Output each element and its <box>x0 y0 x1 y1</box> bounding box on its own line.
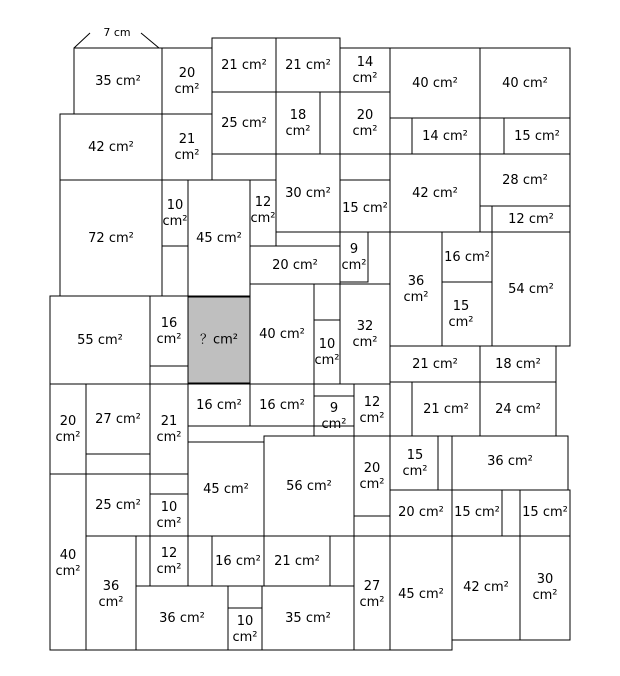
top-dimension-label: 7 cm <box>103 26 131 39</box>
area-label-line: 27 <box>363 578 381 594</box>
area-label-line: 10 <box>236 613 254 629</box>
area-label-r54 <box>454 505 500 520</box>
area-label-line: 10 <box>160 499 178 515</box>
area-label-line: cm² <box>156 515 182 531</box>
area-label-r15 <box>88 231 134 246</box>
area-label-line: 36 <box>407 273 425 289</box>
area-label-line: 15 <box>406 447 424 463</box>
area-label-r01 <box>95 74 141 89</box>
area-label-line: 40 cm² <box>502 75 548 91</box>
area-label-line: 42 cm² <box>463 579 509 595</box>
area-label-line: 36 cm² <box>159 610 205 626</box>
area-label-r44 <box>423 402 469 417</box>
area-label-line: 21 cm² <box>221 57 267 73</box>
area-label-line: 20 <box>363 460 381 476</box>
area-label-line: 42 cm² <box>412 185 458 201</box>
area-label-line: 21 cm² <box>423 401 469 417</box>
area-label-line: cm² <box>156 561 182 577</box>
area-label-line: 30 cm² <box>285 185 331 201</box>
area-label-line: 56 cm² <box>286 478 332 494</box>
area-label-r59 <box>274 554 320 569</box>
area-label-line: 21 cm² <box>285 57 331 73</box>
area-label-line: 24 cm² <box>495 401 541 417</box>
area-label-r63 <box>463 580 509 595</box>
area-label-line: 72 cm² <box>88 230 134 246</box>
area-label-line: 45 cm² <box>398 586 444 602</box>
area-label-r58 <box>215 554 261 569</box>
area-label-r22 <box>502 173 548 188</box>
area-label-r67 <box>285 611 331 626</box>
area-label-line: cm² <box>156 429 182 445</box>
area-label-line: cm² <box>402 463 428 479</box>
area-label-line: cm² <box>403 289 429 305</box>
area-label-line: 36 cm² <box>487 453 533 469</box>
area-label-line: 42 cm² <box>88 139 134 155</box>
area-label-r19 <box>285 186 331 201</box>
area-label-line: 18 cm² <box>495 356 541 372</box>
area-label-r36 <box>495 357 541 372</box>
area-label-line: 55 cm² <box>77 332 123 348</box>
area-label-r62 <box>398 587 444 602</box>
area-label-line: 35 cm² <box>285 610 331 626</box>
area-label-line: 20 cm² <box>272 257 318 273</box>
area-label-r24 <box>272 258 318 273</box>
area-label-r03 <box>221 58 267 73</box>
area-label-line: cm² <box>341 257 367 273</box>
question-label: ？cm² <box>199 332 239 348</box>
area-label-line: 10 <box>318 336 336 352</box>
area-label-line: cm² <box>359 476 385 492</box>
area-label-line: cm² <box>174 81 200 97</box>
area-label-line: cm² <box>55 563 81 579</box>
area-label-r55 <box>522 505 568 520</box>
area-label-line: cm² <box>352 123 378 139</box>
area-label-line: cm² <box>359 410 385 426</box>
area-label-r65 <box>159 611 205 626</box>
area-label-line: 20 cm² <box>398 504 444 520</box>
area-label-r07 <box>502 76 548 91</box>
area-label-line: 9 <box>329 400 339 416</box>
area-label-line: 25 cm² <box>221 115 267 131</box>
area-label-r53 <box>398 505 444 520</box>
area-label-line: 54 cm² <box>508 281 554 297</box>
area-label-line: 45 cm² <box>203 481 249 497</box>
area-label-r38 <box>95 412 141 427</box>
area-label-r30 <box>77 333 123 348</box>
area-label-line: 21 <box>160 413 178 429</box>
area-label-line: 14 <box>356 54 374 70</box>
area-label-r28 <box>508 282 554 297</box>
area-label-r32 <box>259 327 305 342</box>
area-label-line: 28 cm² <box>502 172 548 188</box>
area-label-line: 21 cm² <box>274 553 320 569</box>
area-label-r35 <box>412 357 458 372</box>
area-label-line: cm² <box>448 314 474 330</box>
area-label-line: 12 <box>160 545 178 561</box>
area-label-line: cm² <box>314 352 340 368</box>
area-label-line: cm² <box>98 594 124 610</box>
area-label-line: cm² <box>532 587 558 603</box>
area-label-line: 20 <box>59 413 77 429</box>
area-label-line: 10 <box>166 197 184 213</box>
area-label-line: cm² <box>162 213 188 229</box>
area-label-line: 20 <box>356 107 374 123</box>
area-label-r13 <box>422 129 468 144</box>
area-label-line: 15 cm² <box>454 504 500 520</box>
area-label-line: 21 <box>178 131 196 147</box>
area-label-r08 <box>88 140 134 155</box>
area-label-r48 <box>203 482 249 497</box>
area-label-line: 32 <box>356 318 374 334</box>
area-label-line: 27 cm² <box>95 411 141 427</box>
area-label-line: 40 <box>59 547 77 563</box>
area-label-line: cm² <box>174 147 200 163</box>
area-label-line: cm² <box>250 210 276 226</box>
area-label-line: 35 cm² <box>95 73 141 89</box>
area-label-r40 <box>196 398 242 413</box>
area-label-r45 <box>495 402 541 417</box>
area-label-line: 30 <box>536 571 554 587</box>
area-label-line: 15 cm² <box>342 200 388 216</box>
area-label-line: 9 <box>349 241 359 257</box>
area-label-r49 <box>286 479 332 494</box>
area-label-line: 20 <box>178 65 196 81</box>
area-label-line: 14 cm² <box>422 128 468 144</box>
area-label-line: 15 cm² <box>514 128 560 144</box>
area-label-line: 12 <box>254 194 272 210</box>
area-label-line: 15 <box>452 298 470 314</box>
area-label-line: cm² <box>232 629 258 645</box>
area-label-line: 16 cm² <box>196 397 242 413</box>
area-label-r41 <box>259 398 305 413</box>
area-label-r21 <box>412 186 458 201</box>
area-label-r17 <box>196 231 242 246</box>
area-label-line: cm² <box>359 594 385 610</box>
area-label-r51 <box>95 498 141 513</box>
shaded-question-cell <box>188 297 250 383</box>
area-label-r06 <box>412 76 458 91</box>
area-label-r23 <box>508 212 554 227</box>
area-label-line: cm² <box>285 123 311 139</box>
area-label-line: 45 cm² <box>196 230 242 246</box>
area-label-line: 12 <box>363 394 381 410</box>
area-label-line: cm² <box>352 334 378 350</box>
area-label-line: cm² <box>55 429 81 445</box>
area-label-r14 <box>514 129 560 144</box>
area-label-line: 40 cm² <box>412 75 458 91</box>
area-label-line: 21 cm² <box>412 356 458 372</box>
area-label-r47 <box>487 454 533 469</box>
area-label-line: 15 cm² <box>522 504 568 520</box>
area-label-line: cm² <box>352 70 378 86</box>
area-label-line: 16 cm² <box>259 397 305 413</box>
area-label-line: 25 cm² <box>95 497 141 513</box>
area-label-line: 16 cm² <box>215 553 261 569</box>
area-label-line: cm² <box>156 331 182 347</box>
top-dimension-marker <box>74 26 159 48</box>
area-label-r27 <box>444 250 490 265</box>
area-label-r20 <box>342 201 388 216</box>
area-label-line: 18 <box>289 107 307 123</box>
area-label-r10 <box>221 116 267 131</box>
area-label-line: 16 cm² <box>444 249 490 265</box>
area-label-line: 12 cm² <box>508 211 554 227</box>
area-label-line: cm² <box>321 416 347 432</box>
area-label-r04 <box>285 58 331 73</box>
area-label-line: 40 cm² <box>259 326 305 342</box>
area-label-line: 36 <box>102 578 120 594</box>
area-label-line: 16 <box>160 315 178 331</box>
